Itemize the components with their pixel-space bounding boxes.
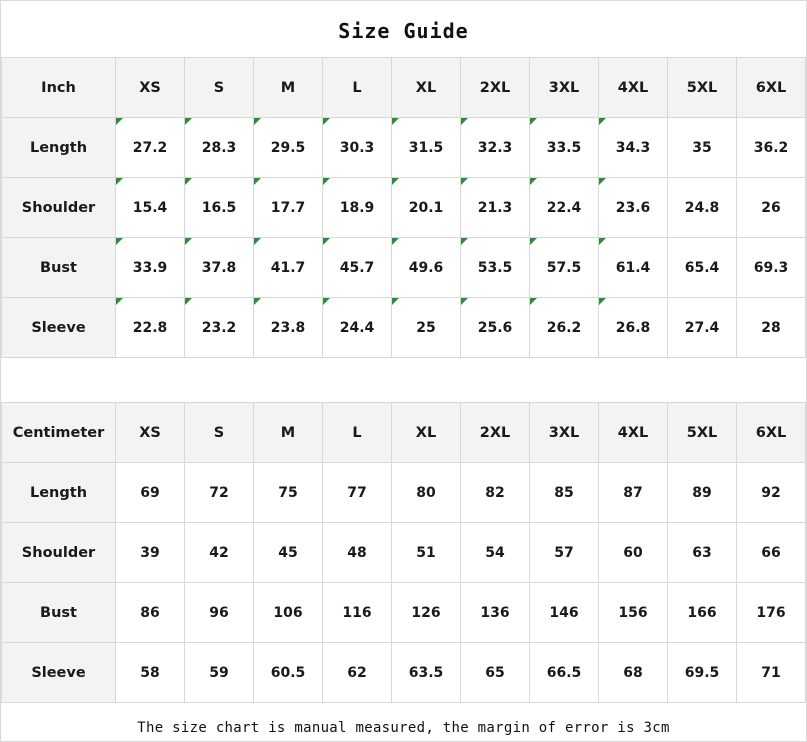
cell-sleeve-xl: 63.5 <box>392 643 461 703</box>
cell-bust-s: 37.8 <box>185 238 254 298</box>
cell-shoulder-xl: 20.1 <box>392 178 461 238</box>
cell-bust-2xl: 53.5 <box>461 238 530 298</box>
cell-shoulder-6xl: 66 <box>737 523 806 583</box>
table-row <box>2 178 806 238</box>
table-row <box>2 238 806 298</box>
cell-length-6xl: 92 <box>737 463 806 523</box>
table-row <box>2 523 806 583</box>
table-row <box>2 298 806 358</box>
cell-length-2xl: 82 <box>461 463 530 523</box>
unit-label-inch: Inch <box>2 58 116 118</box>
cell-shoulder-2xl: 21.3 <box>461 178 530 238</box>
cell-length-xl: 31.5 <box>392 118 461 178</box>
table-header-row <box>2 403 806 463</box>
cell-bust-6xl: 176 <box>737 583 806 643</box>
cell-sleeve-4xl: 26.8 <box>599 298 668 358</box>
cell-sleeve-xl: 25 <box>392 298 461 358</box>
table-row <box>2 583 806 643</box>
cell-sleeve-m: 60.5 <box>254 643 323 703</box>
cell-length-5xl: 35 <box>668 118 737 178</box>
table-header-row <box>2 58 806 118</box>
cell-sleeve-s: 59 <box>185 643 254 703</box>
cell-shoulder-4xl: 60 <box>599 523 668 583</box>
cell-sleeve-6xl: 28 <box>737 298 806 358</box>
size-header-l: L <box>323 58 392 118</box>
cell-shoulder-s: 42 <box>185 523 254 583</box>
size-header-2xl: 2XL <box>461 58 530 118</box>
cell-bust-5xl: 65.4 <box>668 238 737 298</box>
cell-bust-l: 45.7 <box>323 238 392 298</box>
cell-shoulder-6xl: 26 <box>737 178 806 238</box>
cell-bust-5xl: 166 <box>668 583 737 643</box>
size-header-l: L <box>323 403 392 463</box>
cell-bust-4xl: 61.4 <box>599 238 668 298</box>
row-label-sleeve: Sleeve <box>2 643 116 703</box>
cell-length-m: 75 <box>254 463 323 523</box>
cell-shoulder-5xl: 63 <box>668 523 737 583</box>
cell-shoulder-3xl: 22.4 <box>530 178 599 238</box>
size-header-5xl: 5XL <box>668 403 737 463</box>
size-header-m: M <box>254 403 323 463</box>
cell-shoulder-xl: 51 <box>392 523 461 583</box>
row-label-bust: Bust <box>2 238 116 298</box>
size-header-xs: XS <box>116 58 185 118</box>
cell-shoulder-xs: 39 <box>116 523 185 583</box>
page-title: Size Guide <box>338 19 469 43</box>
size-header-5xl: 5XL <box>668 58 737 118</box>
size-header-s: S <box>185 58 254 118</box>
cell-bust-s: 96 <box>185 583 254 643</box>
row-label-shoulder: Shoulder <box>2 523 116 583</box>
cell-shoulder-5xl: 24.8 <box>668 178 737 238</box>
size-header-2xl: 2XL <box>461 403 530 463</box>
cell-bust-2xl: 136 <box>461 583 530 643</box>
table-row <box>2 118 806 178</box>
cell-sleeve-3xl: 26.2 <box>530 298 599 358</box>
cell-bust-4xl: 156 <box>599 583 668 643</box>
row-label-length: Length <box>2 463 116 523</box>
cell-bust-l: 116 <box>323 583 392 643</box>
cell-shoulder-m: 17.7 <box>254 178 323 238</box>
cell-length-2xl: 32.3 <box>461 118 530 178</box>
table-row <box>2 463 806 523</box>
size-header-xl: XL <box>392 58 461 118</box>
cell-shoulder-4xl: 23.6 <box>599 178 668 238</box>
table-row <box>2 643 806 703</box>
cell-bust-6xl: 69.3 <box>737 238 806 298</box>
measurement-disclaimer: The size chart is manual measured, the margin of error is 3cm <box>137 720 670 736</box>
cell-shoulder-s: 16.5 <box>185 178 254 238</box>
cell-bust-3xl: 146 <box>530 583 599 643</box>
size-header-3xl: 3XL <box>530 403 599 463</box>
size-header-xs: XS <box>116 403 185 463</box>
cell-sleeve-5xl: 27.4 <box>668 298 737 358</box>
cell-sleeve-2xl: 65 <box>461 643 530 703</box>
cell-length-3xl: 85 <box>530 463 599 523</box>
cell-length-3xl: 33.5 <box>530 118 599 178</box>
row-label-sleeve: Sleeve <box>2 298 116 358</box>
table-gap <box>1 358 806 402</box>
size-header-6xl: 6XL <box>737 58 806 118</box>
cell-shoulder-xs: 15.4 <box>116 178 185 238</box>
row-label-shoulder: Shoulder <box>2 178 116 238</box>
cell-bust-xs: 33.9 <box>116 238 185 298</box>
cell-sleeve-5xl: 69.5 <box>668 643 737 703</box>
cell-sleeve-xs: 58 <box>116 643 185 703</box>
cell-shoulder-m: 45 <box>254 523 323 583</box>
cell-length-m: 29.5 <box>254 118 323 178</box>
cell-length-xs: 27.2 <box>116 118 185 178</box>
cell-shoulder-3xl: 57 <box>530 523 599 583</box>
size-header-3xl: 3XL <box>530 58 599 118</box>
cell-bust-xs: 86 <box>116 583 185 643</box>
cell-bust-m: 106 <box>254 583 323 643</box>
size-header-6xl: 6XL <box>737 403 806 463</box>
cell-length-l: 30.3 <box>323 118 392 178</box>
cell-sleeve-xs: 22.8 <box>116 298 185 358</box>
size-header-s: S <box>185 403 254 463</box>
cell-sleeve-m: 23.8 <box>254 298 323 358</box>
cell-shoulder-l: 18.9 <box>323 178 392 238</box>
cell-shoulder-l: 48 <box>323 523 392 583</box>
cell-bust-xl: 49.6 <box>392 238 461 298</box>
cell-bust-m: 41.7 <box>254 238 323 298</box>
cell-bust-xl: 126 <box>392 583 461 643</box>
size-header-4xl: 4XL <box>599 58 668 118</box>
cell-length-4xl: 87 <box>599 463 668 523</box>
cell-length-5xl: 89 <box>668 463 737 523</box>
row-label-length: Length <box>2 118 116 178</box>
cell-length-4xl: 34.3 <box>599 118 668 178</box>
unit-label-centimeter: Centimeter <box>2 403 116 463</box>
cell-length-6xl: 36.2 <box>737 118 806 178</box>
cell-shoulder-2xl: 54 <box>461 523 530 583</box>
size-header-m: M <box>254 58 323 118</box>
cell-sleeve-4xl: 68 <box>599 643 668 703</box>
cell-length-xs: 69 <box>116 463 185 523</box>
cell-bust-3xl: 57.5 <box>530 238 599 298</box>
cell-length-l: 77 <box>323 463 392 523</box>
size-header-4xl: 4XL <box>599 403 668 463</box>
cell-sleeve-3xl: 66.5 <box>530 643 599 703</box>
centimeter-size-table <box>1 402 806 703</box>
cell-sleeve-s: 23.2 <box>185 298 254 358</box>
cell-sleeve-l: 62 <box>323 643 392 703</box>
cell-length-xl: 80 <box>392 463 461 523</box>
cell-length-s: 72 <box>185 463 254 523</box>
inch-size-table <box>1 57 806 358</box>
cell-sleeve-l: 24.4 <box>323 298 392 358</box>
cell-sleeve-2xl: 25.6 <box>461 298 530 358</box>
row-label-bust: Bust <box>2 583 116 643</box>
cell-length-s: 28.3 <box>185 118 254 178</box>
cell-sleeve-6xl: 71 <box>737 643 806 703</box>
size-header-xl: XL <box>392 403 461 463</box>
